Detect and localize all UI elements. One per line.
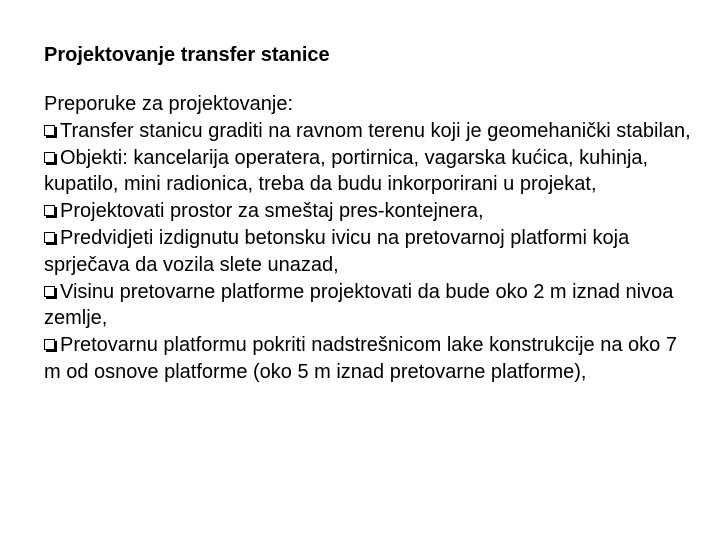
bullet-item — [44, 225, 694, 279]
bullet-item — [44, 279, 694, 333]
bullet-list — [44, 118, 694, 386]
intro-text: Preporuke za projektovanje: — [44, 93, 294, 115]
bullet-text: Transfer stanicu graditi na ravnom terenu koji je geomehanički stabilan, — [60, 119, 691, 142]
bullet-text: Visinu pretovarne platforme projektovati da bude oko 2 m iznad nivoa zemlje, — [44, 280, 674, 330]
bullet-item — [44, 145, 694, 199]
bullet-item — [44, 118, 694, 145]
bullet-item — [44, 198, 694, 225]
checkbox-square-icon — [44, 232, 55, 243]
bullet-text: Pretovarnu platformu pokriti nadstrešnicom lake konstrukcije na oko 7 m od osnove platforme (oko 5 m iznad pretovarne platforme), — [44, 334, 677, 383]
checkbox-square-icon — [44, 339, 55, 350]
bullet-text: Objekti: kancelarija operatera, portirnica, vagarska kućica, kuhinja, kupatilo, mini radionica, treba da budu inkorporirani u projekat, — [44, 146, 649, 196]
checkbox-square-icon — [44, 286, 55, 297]
bullet-item — [44, 332, 694, 386]
bullet-text: Predvidjeti izdignutu betonsku ivicu na pretovarnoj platformi koja sprječava da vozila slete unazad, — [44, 226, 630, 276]
checkbox-square-icon — [44, 125, 55, 136]
checkbox-square-icon — [44, 205, 55, 216]
slide-body — [44, 91, 694, 386]
bullet-text: Projektovati prostor za smeštaj pres-kontejnera, — [60, 200, 484, 223]
slide-title: Projektovanje transfer stanice — [44, 44, 330, 66]
checkbox-square-icon — [44, 152, 55, 163]
